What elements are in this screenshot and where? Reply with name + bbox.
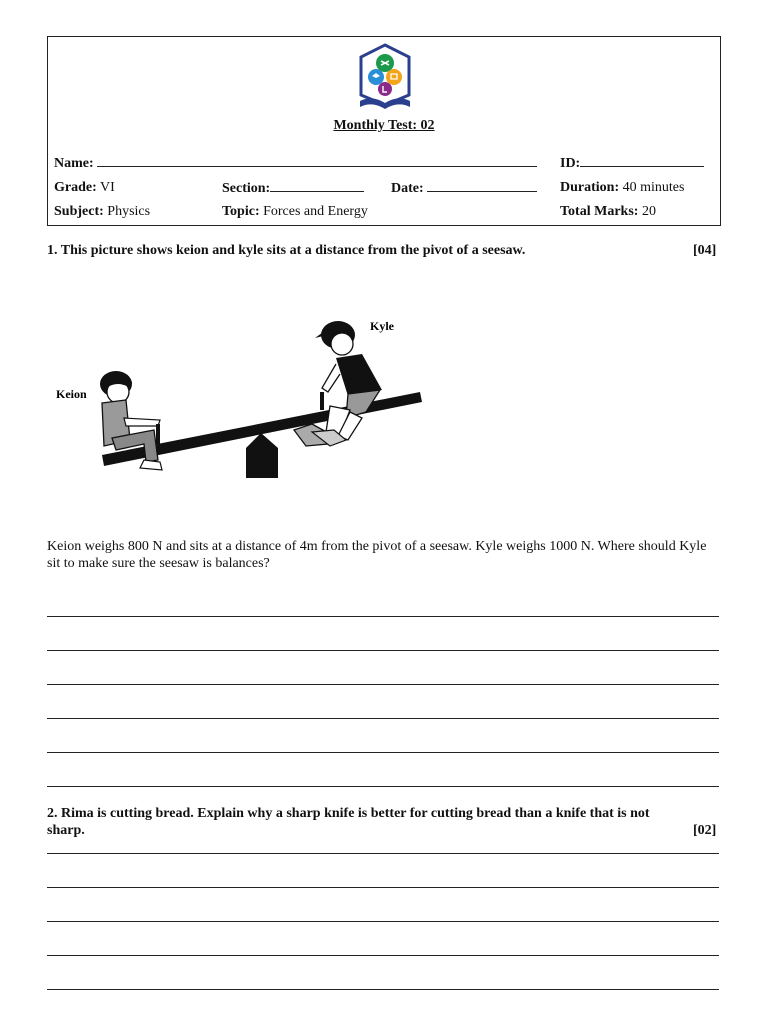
section-label: Section:: [222, 181, 271, 196]
test-title: Monthly Test: 02: [333, 118, 435, 133]
duration-label: Duration:: [560, 180, 620, 195]
name-label: Name:: [54, 156, 94, 171]
answer-line[interactable]: [47, 684, 719, 685]
topic-label: Topic:: [222, 204, 260, 219]
duration-field: [560, 180, 684, 196]
grade-label: Grade:: [54, 180, 97, 195]
seesaw-pivot: [246, 433, 278, 478]
answer-line[interactable]: [47, 921, 719, 922]
answer-line[interactable]: [47, 853, 719, 854]
topic-field: [222, 204, 368, 220]
date-label: Date:: [391, 181, 424, 196]
id-label: ID:: [560, 156, 581, 171]
question-1-marks: [04]: [693, 243, 717, 258]
answer-line[interactable]: [47, 752, 719, 753]
answer-line[interactable]: [47, 650, 719, 651]
question-2-marks: [02]: [693, 823, 717, 838]
answer-line[interactable]: [47, 887, 719, 888]
answer-line[interactable]: [47, 718, 719, 719]
kyle-figure: [294, 321, 382, 446]
test-header-box: [47, 36, 721, 226]
grade-value: VI: [100, 180, 115, 195]
name-blank[interactable]: [97, 155, 537, 167]
keion-label: Keion: [56, 387, 87, 401]
section-field[interactable]: [222, 180, 364, 197]
subject-label: Subject:: [54, 204, 104, 219]
section-blank[interactable]: [270, 180, 364, 192]
school-logo-icon: [354, 43, 416, 113]
id-field[interactable]: [560, 155, 704, 172]
topic-value: Forces and Energy: [263, 204, 368, 219]
id-blank[interactable]: [580, 155, 704, 167]
answer-line[interactable]: [47, 955, 719, 956]
question-2-text-line2: sharp.: [47, 823, 85, 838]
answer-line[interactable]: [47, 616, 719, 617]
answer-line[interactable]: [47, 989, 719, 990]
total-marks-value: 20: [641, 204, 656, 219]
total-marks-label: Total Marks:: [560, 204, 639, 219]
total-marks-field: [560, 204, 656, 220]
date-field[interactable]: [391, 180, 537, 197]
question-2-text-line1: 2. Rima is cutting bread. Explain why a sharp knife is better for cutting bread than a knife that is not: [47, 806, 650, 821]
duration-value: 40 minutes: [622, 180, 685, 195]
seesaw-figure: [50, 300, 430, 490]
grade-field: [54, 180, 115, 196]
question-1-text: 1. This picture shows keion and kyle sits at a distance from the pivot of a seesaw.: [47, 243, 526, 258]
kyle-label: Kyle: [370, 319, 394, 333]
subject-value: Physics: [107, 204, 151, 219]
subject-field: [54, 204, 150, 220]
date-blank[interactable]: [427, 180, 537, 192]
answer-line[interactable]: [47, 786, 719, 787]
question-1-body: Keion weighs 800 N and sits at a distance of 4m from the pivot of a seesaw. Kyle weighs 1000 N. Where should Kyle sit to make sure the seesaw is balances?: [47, 539, 707, 571]
name-field[interactable]: [54, 155, 537, 172]
